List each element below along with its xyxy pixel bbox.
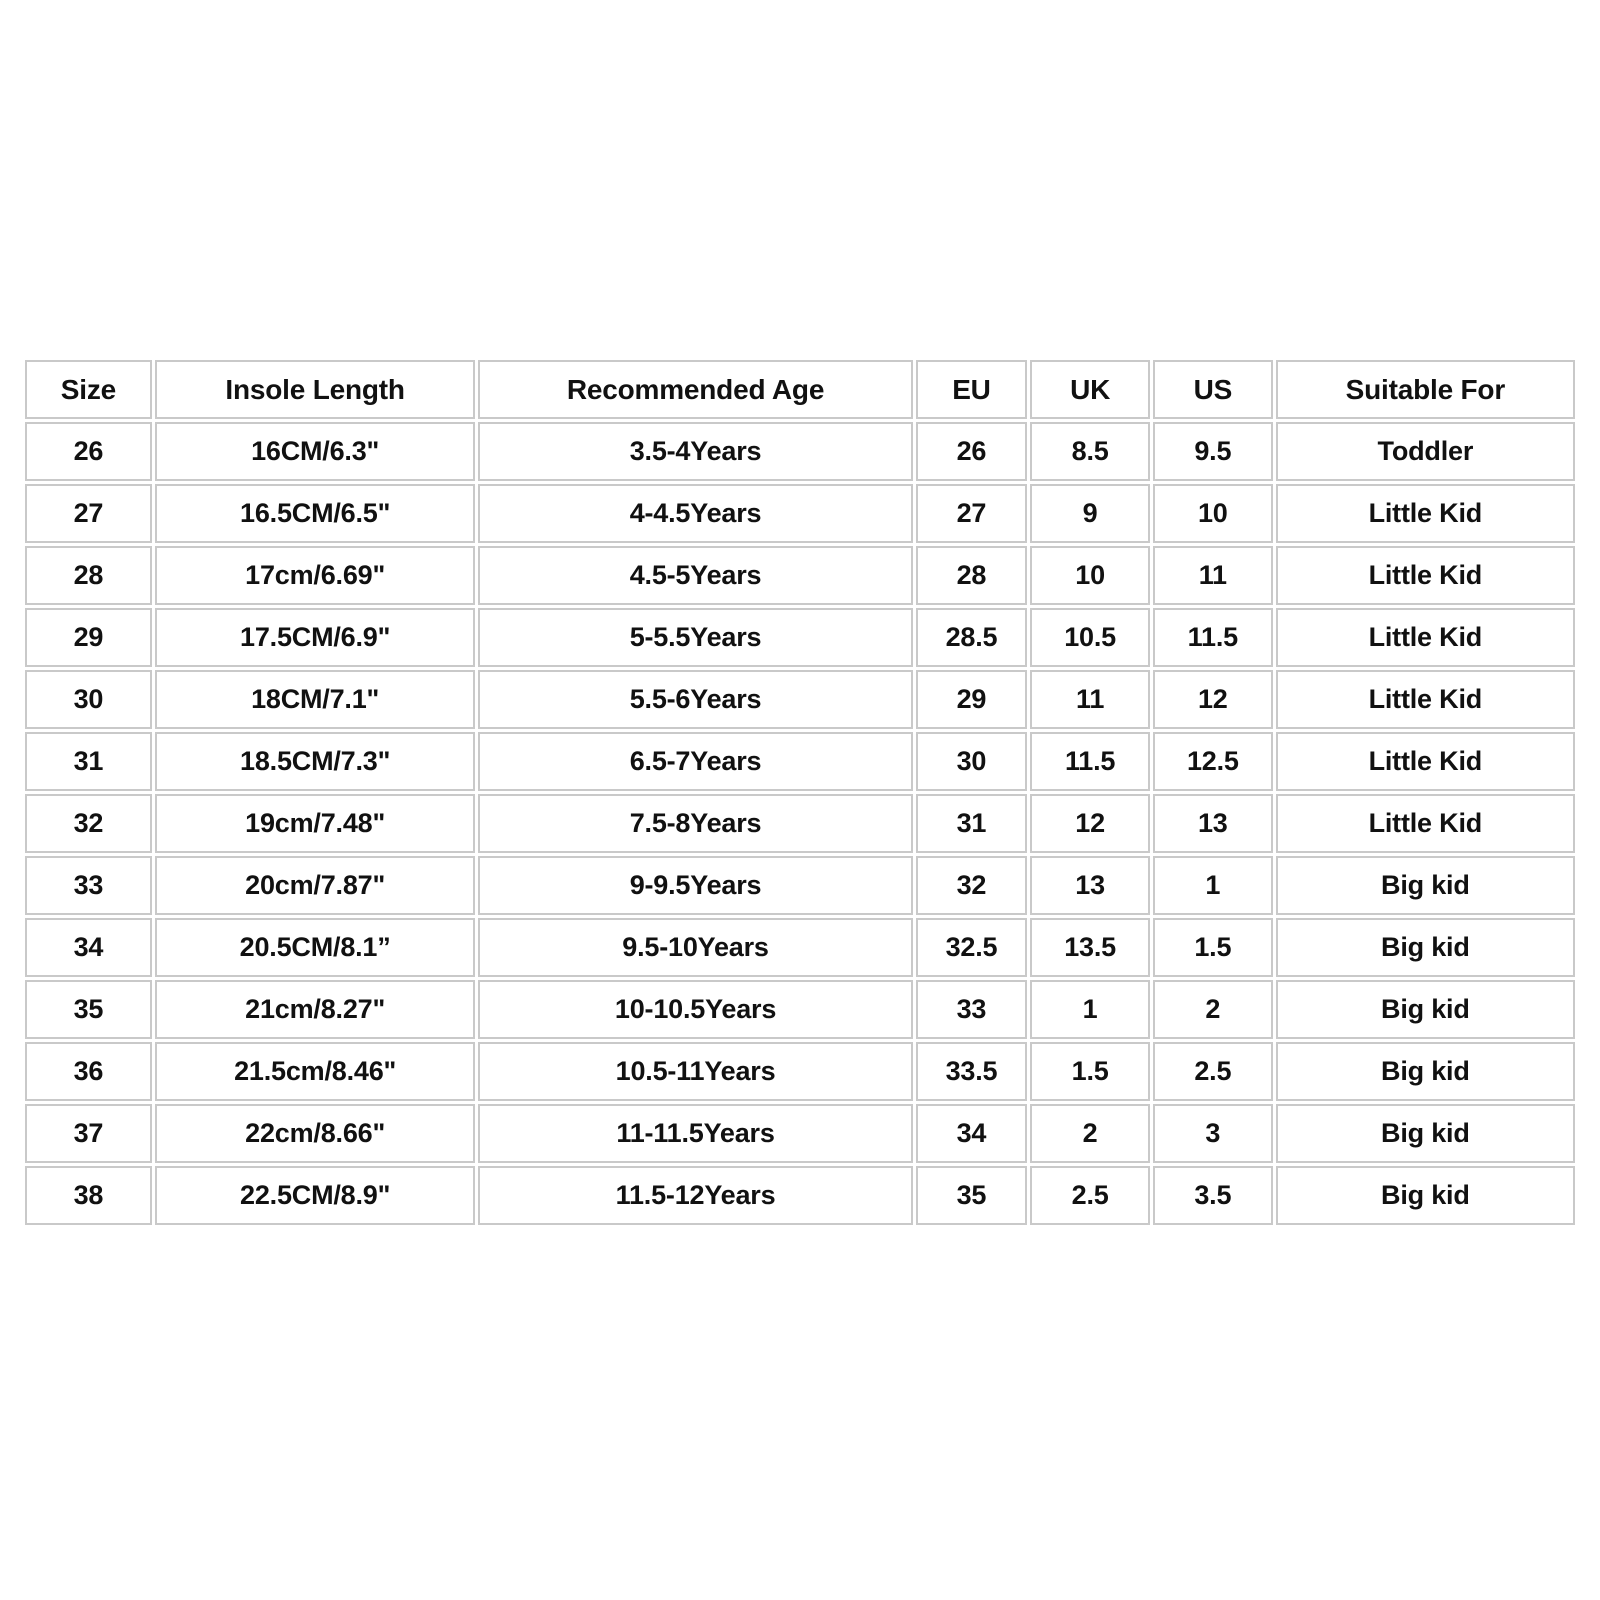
cell-recommended-age: 6.5-7Years [478,732,912,791]
cell-suitable-for: Little Kid [1276,670,1575,729]
cell-eu: 28.5 [916,608,1028,667]
cell-size: 36 [25,1042,152,1101]
cell-suitable-for: Little Kid [1276,484,1575,543]
cell-insole-length: 16.5CM/6.5" [155,484,476,543]
cell-recommended-age: 5-5.5Years [478,608,912,667]
cell-uk: 2 [1030,1104,1150,1163]
cell-eu: 26 [916,422,1028,481]
cell-eu: 33 [916,980,1028,1039]
cell-eu: 31 [916,794,1028,853]
table-header [25,360,1575,419]
table-body [25,422,1575,1225]
cell-size: 32 [25,794,152,853]
cell-suitable-for: Little Kid [1276,794,1575,853]
cell-suitable-for: Big kid [1276,1104,1575,1163]
cell-us: 3 [1153,1104,1273,1163]
cell-uk: 8.5 [1030,422,1150,481]
cell-eu: 35 [916,1166,1028,1225]
column-header-eu: EU [916,360,1028,419]
cell-suitable-for: Big kid [1276,1166,1575,1225]
column-header-us: US [1153,360,1273,419]
cell-insole-length: 21cm/8.27" [155,980,476,1039]
cell-us: 1 [1153,856,1273,915]
cell-eu: 27 [916,484,1028,543]
cell-eu: 32.5 [916,918,1028,977]
cell-suitable-for: Little Kid [1276,608,1575,667]
cell-uk: 1.5 [1030,1042,1150,1101]
table-row [25,856,1575,915]
cell-us: 12.5 [1153,732,1273,791]
cell-uk: 12 [1030,794,1150,853]
cell-insole-length: 16CM/6.3" [155,422,476,481]
cell-suitable-for: Big kid [1276,856,1575,915]
cell-recommended-age: 9-9.5Years [478,856,912,915]
cell-recommended-age: 9.5-10Years [478,918,912,977]
table-row [25,608,1575,667]
cell-suitable-for: Big kid [1276,918,1575,977]
table-row [25,980,1575,1039]
cell-eu: 32 [916,856,1028,915]
column-header-suitable-for: Suitable For [1276,360,1575,419]
cell-size: 37 [25,1104,152,1163]
cell-recommended-age: 4-4.5Years [478,484,912,543]
cell-size: 31 [25,732,152,791]
cell-eu: 33.5 [916,1042,1028,1101]
cell-size: 29 [25,608,152,667]
cell-us: 2 [1153,980,1273,1039]
cell-size: 33 [25,856,152,915]
cell-insole-length: 21.5cm/8.46" [155,1042,476,1101]
cell-eu: 30 [916,732,1028,791]
cell-us: 9.5 [1153,422,1273,481]
column-header-size: Size [25,360,152,419]
cell-insole-length: 18.5CM/7.3" [155,732,476,791]
cell-recommended-age: 10.5-11Years [478,1042,912,1101]
cell-recommended-age: 10-10.5Years [478,980,912,1039]
cell-us: 2.5 [1153,1042,1273,1101]
cell-uk: 10.5 [1030,608,1150,667]
cell-us: 13 [1153,794,1273,853]
cell-us: 11.5 [1153,608,1273,667]
size-chart-container [22,357,1578,1228]
cell-us: 10 [1153,484,1273,543]
cell-recommended-age: 7.5-8Years [478,794,912,853]
table-row [25,1042,1575,1101]
cell-uk: 10 [1030,546,1150,605]
cell-us: 11 [1153,546,1273,605]
cell-recommended-age: 5.5-6Years [478,670,912,729]
column-header-insole-length: Insole Length [155,360,476,419]
cell-size: 35 [25,980,152,1039]
cell-eu: 29 [916,670,1028,729]
table-row [25,670,1575,729]
table-row [25,918,1575,977]
cell-eu: 28 [916,546,1028,605]
cell-insole-length: 22.5CM/8.9" [155,1166,476,1225]
header-row [25,360,1575,419]
cell-size: 27 [25,484,152,543]
cell-size: 34 [25,918,152,977]
table-row [25,422,1575,481]
cell-insole-length: 17cm/6.69" [155,546,476,605]
cell-recommended-age: 11.5-12Years [478,1166,912,1225]
cell-uk: 1 [1030,980,1150,1039]
cell-eu: 34 [916,1104,1028,1163]
shoe-size-chart-table [22,357,1578,1228]
cell-us: 1.5 [1153,918,1273,977]
cell-us: 3.5 [1153,1166,1273,1225]
table-row [25,1104,1575,1163]
cell-uk: 9 [1030,484,1150,543]
cell-suitable-for: Little Kid [1276,546,1575,605]
cell-suitable-for: Big kid [1276,980,1575,1039]
cell-size: 26 [25,422,152,481]
table-row [25,1166,1575,1225]
cell-insole-length: 19cm/7.48" [155,794,476,853]
cell-recommended-age: 11-11.5Years [478,1104,912,1163]
cell-uk: 2.5 [1030,1166,1150,1225]
cell-insole-length: 17.5CM/6.9" [155,608,476,667]
cell-recommended-age: 3.5-4Years [478,422,912,481]
column-header-recommended-age: Recommended Age [478,360,912,419]
cell-size: 28 [25,546,152,605]
cell-insole-length: 22cm/8.66" [155,1104,476,1163]
cell-insole-length: 20cm/7.87" [155,856,476,915]
cell-suitable-for: Big kid [1276,1042,1575,1101]
table-row [25,794,1575,853]
cell-uk: 11 [1030,670,1150,729]
cell-size: 30 [25,670,152,729]
cell-insole-length: 20.5CM/8.1” [155,918,476,977]
cell-size: 38 [25,1166,152,1225]
cell-us: 12 [1153,670,1273,729]
table-row [25,484,1575,543]
cell-uk: 13.5 [1030,918,1150,977]
table-row [25,732,1575,791]
cell-suitable-for: Toddler [1276,422,1575,481]
table-row [25,546,1575,605]
cell-suitable-for: Little Kid [1276,732,1575,791]
cell-insole-length: 18CM/7.1" [155,670,476,729]
cell-uk: 13 [1030,856,1150,915]
cell-uk: 11.5 [1030,732,1150,791]
cell-recommended-age: 4.5-5Years [478,546,912,605]
column-header-uk: UK [1030,360,1150,419]
